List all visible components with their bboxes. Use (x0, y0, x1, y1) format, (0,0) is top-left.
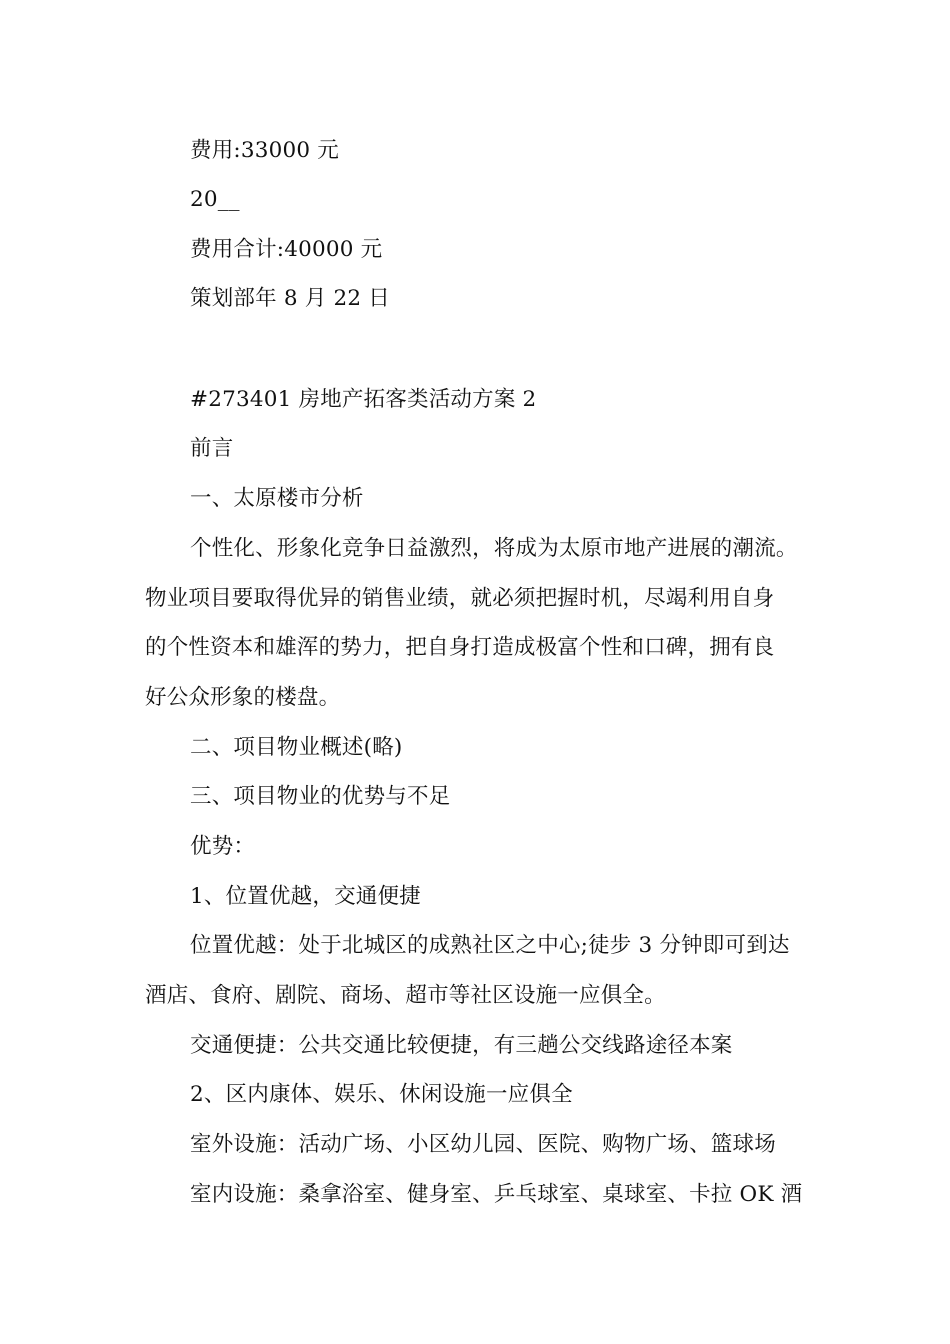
expense-line: 费用:33000 元 (190, 138, 339, 163)
paragraph-line: 位置优越：处于北城区的成熟社区之中心;徒步 3 分钟即可到达 (190, 933, 790, 958)
list-item: 2、区内康体、娱乐、休闲设施一应俱全 (190, 1082, 573, 1107)
list-item: 1、位置优越，交通便捷 (190, 884, 421, 909)
paragraph-line: 的个性资本和雄浑的势力，把自身打造成极富个性和口碑，拥有良 (145, 635, 775, 660)
paragraph-line: 个性化、形象化竞争日益激烈，将成为太原市地产进展的潮流。 (190, 536, 798, 561)
heading-strengths: 优势： (190, 834, 256, 859)
heading-strengths-weaknesses: 三、项目物业的优势与不足 (190, 784, 451, 809)
signature-date-line: 策划部年 8 月 22 日 (190, 286, 390, 311)
year-line: 20__ (190, 187, 240, 212)
expense-total-line: 费用合计:40000 元 (190, 237, 383, 262)
paragraph-line: 酒店、食府、剧院、商场、超市等社区设施一应俱全。 (145, 983, 666, 1008)
paragraph-line: 交通便捷：公共交通比较便捷，有三趟公交线路途径本案 (190, 1033, 733, 1058)
paragraph-line: 好公众形象的楼盘。 (145, 685, 341, 710)
paragraph-line: 室内设施：桑拿浴室、健身室、乒乓球室、桌球室、卡拉 OK 酒 (190, 1182, 803, 1207)
heading-preface: 前言 (190, 436, 234, 461)
heading-overview: 二、项目物业概述(略) (190, 735, 403, 760)
paragraph-line: 室外设施：活动广场、小区幼儿园、医院、购物广场、篮球场 (190, 1132, 776, 1157)
section-title: #273401 房地产拓客类活动方案 2 (190, 387, 537, 412)
heading-market-analysis: 一、太原楼市分析 (190, 486, 364, 511)
paragraph-line: 物业项目要取得优异的销售业绩，就必须把握时机，尽竭利用自身 (145, 586, 775, 611)
